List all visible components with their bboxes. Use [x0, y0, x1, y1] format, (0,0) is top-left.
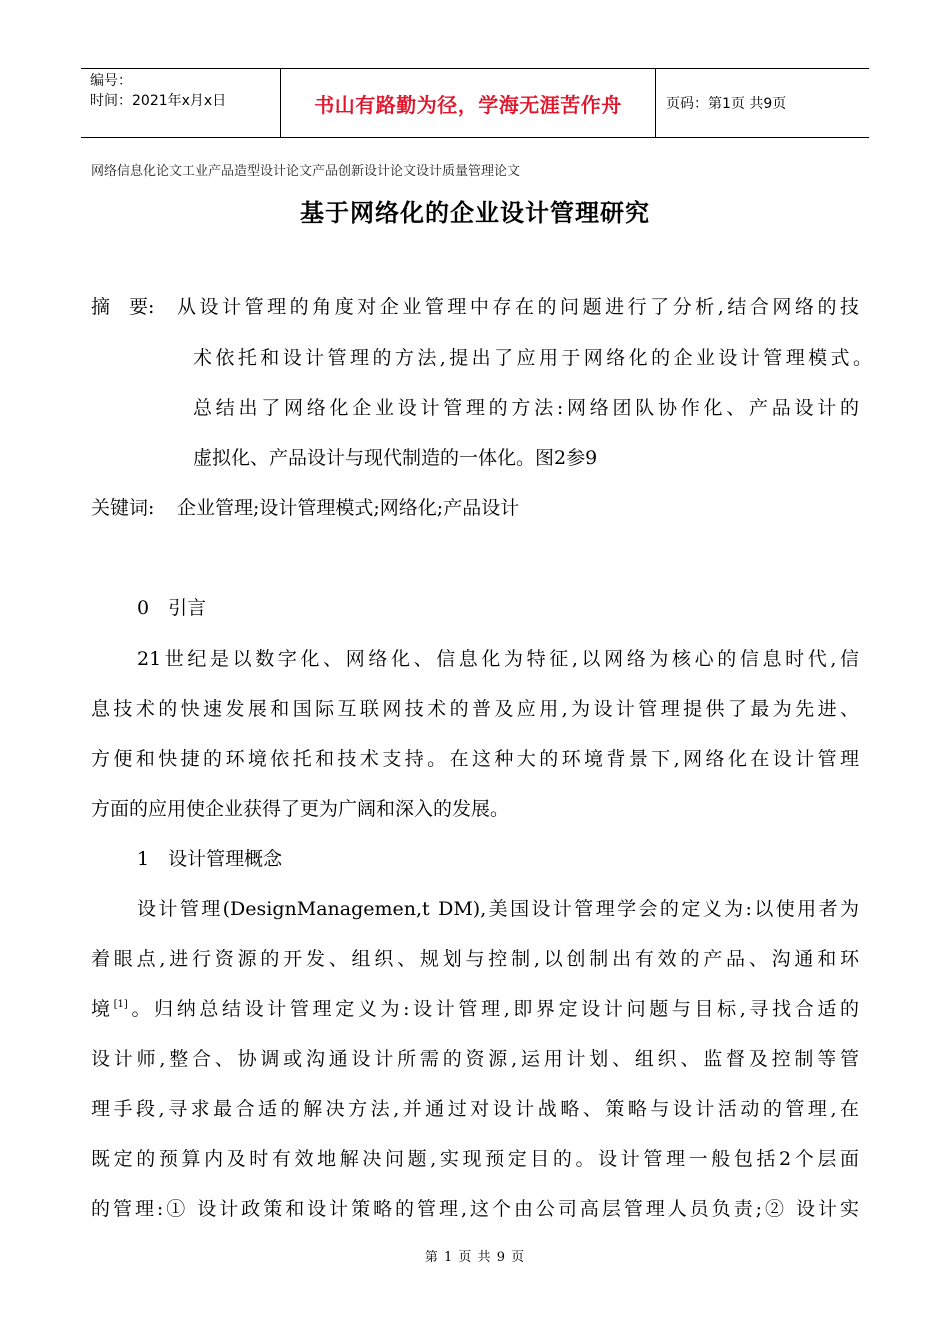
category-line: 网络信息化论文工业产品造型设计论文产品创新设计论文设计质量管理论文	[91, 164, 521, 179]
abstract-line: 虚拟化、产品设计与现代制造的一体化。图2参9	[193, 447, 598, 469]
header-meta-cell	[81, 69, 281, 137]
document-number-label: 编号：	[90, 73, 132, 89]
paragraph-line: 设计管理(DesignManagemen,t DM),美国设计管理学会的定义为:以使用者为	[137, 898, 859, 920]
header-motto-cell	[281, 69, 656, 137]
abstract-line: 术依托和设计管理的方法,提出了应用于网络化的企业设计管理模式。	[193, 347, 872, 369]
page-footer: 第 1 页 共 9 页	[424, 1250, 526, 1265]
document-header	[81, 68, 869, 138]
paragraph-line: 息技术的快速发展和国际互联网技术的普及应用,为设计管理提供了最为先进、	[91, 698, 859, 720]
header-page-cell	[656, 69, 869, 137]
paragraph-line: 设计师,整合、协调或沟通设计所需的资源,运用计划、组织、监督及控制等管	[91, 1048, 859, 1070]
paragraph-text: 。归纳总结设计管理定义为:设计管理,即界定设计问题与目标,寻找合适的	[127, 998, 859, 1020]
paragraph-text: 境	[91, 998, 114, 1020]
paragraph-line: 着眼点,进行资源的开发、组织、规划与控制,以创制出有效的产品、沟通和环	[91, 948, 859, 970]
keywords-text: 企业管理;设计管理模式;网络化;产品设计	[177, 497, 520, 519]
paragraph-line: 的管理:① 设计政策和设计策略的管理,这个由公司高层管理人员负责;② 设计实	[91, 1198, 859, 1220]
paragraph-line: 理手段,寻求最合适的解决方法,并通过对设计战略、策略与设计活动的管理,在	[91, 1098, 859, 1120]
paragraph-line: 21世纪是以数字化、网络化、信息化为特征,以网络为核心的信息时代,信	[137, 648, 859, 670]
abstract-line: 总结出了网络化企业设计管理的方法:网络团队协作化、产品设计的	[193, 397, 859, 419]
abstract-line: 从设计管理的角度对企业管理中存在的问题进行了分析,结合网络的技	[177, 296, 859, 318]
paragraph-line: 既定的预算内及时有效地解决问题,实现预定目的。设计管理一般包括2个层面	[91, 1148, 859, 1170]
document-date: 时间：2021年x月x日	[90, 93, 227, 109]
page-title: 基于网络化的企业设计管理研究	[300, 199, 650, 227]
abstract-label: 摘 要:	[91, 296, 155, 318]
header-page-info: 页码：第1页 共9页	[666, 96, 787, 112]
citation-marker: [1]	[113, 999, 128, 1010]
paragraph-line: 方便和快捷的环境依托和技术支持。在这种大的环境背景下,网络化在设计管理	[91, 748, 859, 770]
section-heading: 0 引言	[137, 597, 207, 619]
header-motto: 书山有路勤为径，学海无涯苦作舟	[314, 92, 622, 117]
paragraph-line	[91, 995, 859, 1023]
section-heading: 1 设计管理概念	[137, 848, 283, 870]
paragraph-line: 方面的应用使企业获得了更为广阔和深入的发展。	[91, 798, 510, 820]
keywords-label: 关键词:	[91, 497, 155, 519]
